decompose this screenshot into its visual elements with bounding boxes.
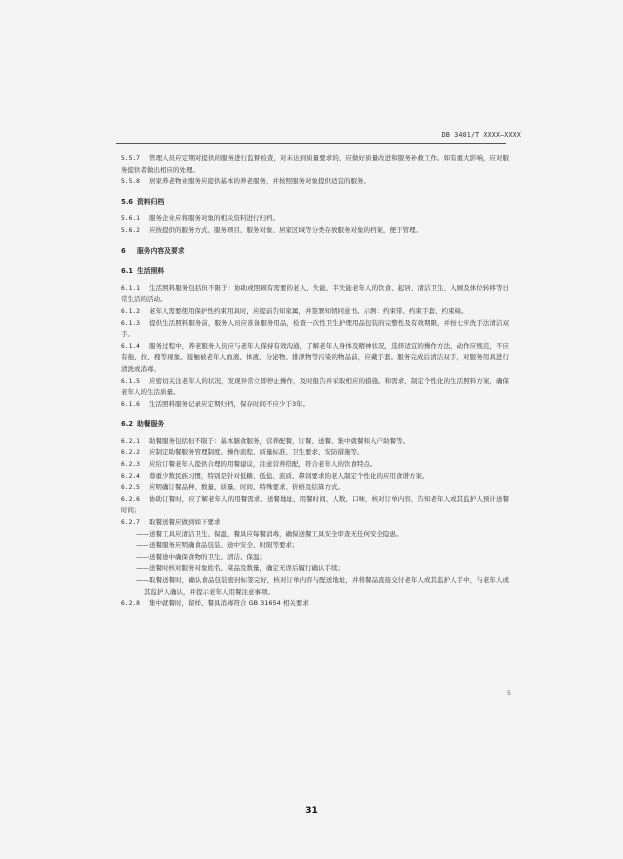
list-item: ——送餐服务应明确食品包装、途中安全、时限等要求； xyxy=(136,541,299,550)
heading-6-1: 6.1 生活照料 xyxy=(121,267,165,276)
clause-5-5-8: 5.5.8 居家养老物业服务应提供基本的养老服务，并按照服务对象提供适宜的服务。 xyxy=(121,177,370,186)
clause-6-2-8: 6.2.8 集中就餐时，留样、餐具消毒符合 GB 31654 相关要求 xyxy=(121,599,309,608)
clause-6-2-6: 6.2.6 协助订餐时，应了解老年人的用餐需求、送餐地址、用餐时间、人数、口味，核对订单内容，告知老年人或其监护人预计送餐时间； xyxy=(121,494,509,515)
document-code: DB 3401/T XXXX—XXXX xyxy=(441,131,521,139)
list-item: ——送餐工具应清洁卫生、保温，餐具应每餐消毒，确保送餐工具安全审查无任何安全隐患。 xyxy=(136,529,403,538)
clause-6-1-6: 6.1.6 生活照料服务记录应定期归档，保存时间不应少于3年。 xyxy=(121,399,310,408)
clause-5-6-2: 5.6.2 应按提供的服务方式、服务项目、服务对象、居家区域等分类存放服务对象的档案，便于管理。 xyxy=(121,225,422,234)
clause-6-2-4: 6.2.4 尊重少数民族习惯，特别是针对低糖、低盐、流质、鼻饲要求的老人制定个性化的应用食谱方案。 xyxy=(121,471,429,480)
clause-6-1-2: 6.1.2 老年人需要使用保护性约束用具时，应提前告知家属，并签署知情同意书。示例：约束带、约束手套、约束椅。 xyxy=(121,306,468,315)
clause-5-6-1: 5.6.1 服务企业应将服务对象的相关资料进行归档。 xyxy=(121,214,279,223)
clause-6-1-3: 6.1.3 提供生活照料服务前，服务人员应准备服务用品，检查一次性卫生护理用品包装的完整性及有效期限，并按七步洗手法清洁双手。 xyxy=(121,318,509,339)
clause-6-2-3: 6.2.3 应给订餐老年人提供合理的用餐建议，注意营养搭配，符合老年人的饮食特点。 xyxy=(121,460,377,469)
clause-6-1-4: 6.1.4 服务过程中，养老服务人员应与老年人保持有效沟通，了解老年人身体及精神状况，选择适宜的操作方法，动作应规范，不应有拖、拉、拽等现象。接触被老年人血液、体液、分泌物、排泄物等污染的物品前，应戴手套。服务完成后清洁双手，对服务用具进行清洗或消毒。 xyxy=(121,341,509,373)
clause-6-2-7: 6.2.7 取餐送餐应做到如下要求 xyxy=(121,518,221,527)
clause-6-2-5: 6.2.5 应明确订餐品种、数量、质量、时间、特殊要求、价格及结算方式。 xyxy=(121,483,344,492)
clause-6-2-1: 6.2.1 助餐服务包括但不限于：基本膳食服务，营养配餐，订餐、送餐、集中就餐和入户助餐等。 xyxy=(121,436,409,445)
heading-5-6: 5.6 资料归档 xyxy=(121,197,165,206)
clause-5-5-7: 5.5.7 管理人员应定期对提供的服务进行监督检查，对未达到质量要求的，应做好质量改进和服务补救工作。如有重大影响，应对服务提供者做出相应的处理。 xyxy=(121,154,509,174)
clause-6-1-5: 6.1.5 应密切关注老年人的状况，发现异常立即停止操作，及时报告并采取相应的措施。和需求，制定个性化的生活照料方案，确保老年人的生活质量。 xyxy=(121,376,509,397)
clause-6-1-1: 6.1.1 生活照料服务包括但不限于：协助或照顾有需要的老人、失能、半失能老年人的饮食、起居、清洁卫生、入厕及体位转移等日常生活的活动。 xyxy=(121,283,509,304)
list-item: ——取餐送餐时，确认食品包装密封标签完好，核对订单内容与配送地址，并将餐品直接交付老年人或其监护人手中，与老年人或其监护人确认，并提示老年人用餐注意事项。 xyxy=(136,576,509,596)
page-mark: 5 xyxy=(506,689,511,697)
page-number: 31 xyxy=(305,806,318,816)
document-body xyxy=(121,153,509,610)
header-rule xyxy=(116,143,506,144)
heading-6: 6 服务内容及要求 xyxy=(121,246,185,255)
list-item: ——送餐时核对服务对象姓名、菜品及数量，确定无误后履行确认手续； xyxy=(136,564,344,573)
clause-6-2-2: 6.2.2 应制定助餐服务管理制度、操作流程、质量标准、卫生要求、安防措施等。 xyxy=(121,448,364,457)
list-item: ——送餐途中确保食物的卫生、清洁、保温； xyxy=(136,552,266,561)
heading-6-2: 6.2 助餐服务 xyxy=(121,420,165,429)
